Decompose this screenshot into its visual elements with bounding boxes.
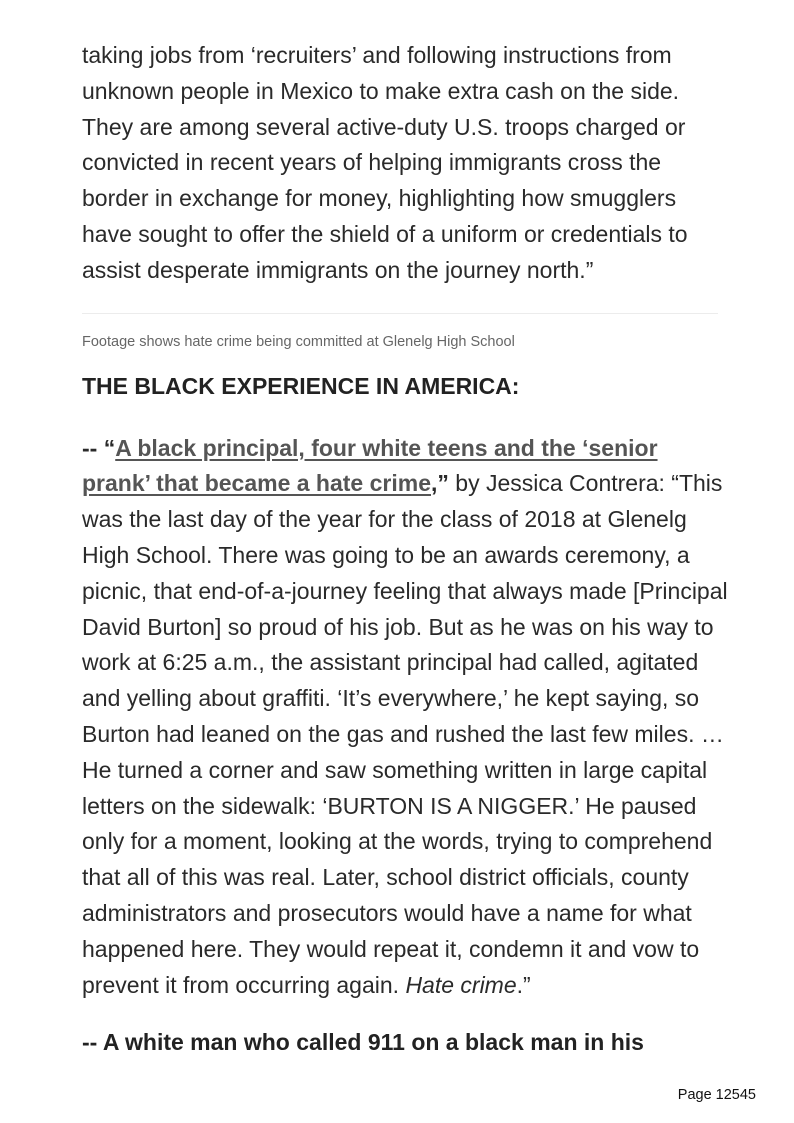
item-link-suffix: ,” [431,470,449,497]
article-excerpt: “This was the last day of the year for the class of 2018 at Glenelg High School. There was going to be an awards ceremony, a picnic, that end-of-a-journey feeling that always made [Principal David Burton] so proud of his job. But as he was on his way to work at 6:25 a.m., the assistant principal had called, agitated and yelling about graffiti. ‘It’s everywhere,’ he kept saying, so Burton had leaned on the gas and rushed the last few miles. … He turned a corner and saw something written in large capital letters on the sidewalk: ‘BURTON IS A NIGGER.’ He paused only for a moment, looking at the words, trying to comprehend that all of this was real. Later, school district officials, county administrators and prosecutors would have a name for what happened here. They would repeat it, condemn it and vow to prevent it from occurring again. [82,470,728,998]
section-heading: THE BLACK EXPERIENCE IN AMERICA: [82,372,520,399]
item-prefix: -- “ [82,434,116,461]
video-caption: Footage shows hate crime being committed at Glenelg High School [82,333,515,350]
article-item [82,431,732,1004]
article-byline: by Jessica Contrera: [448,470,665,497]
next-item-heading: -- A white man who called 911 on a black man in his [82,1029,644,1056]
page-number: Page 12545 [672,1085,756,1103]
divider [82,313,718,314]
article-link[interactable]: A black principal, four white teens and the ‘senior prank’ that became a hate crime [82,434,658,497]
article-excerpt-close: .” [516,971,531,998]
article-excerpt-italic: Hate crime [405,971,517,998]
document-body [82,38,732,1061]
intro-paragraph: taking jobs from ‘recruiters’ and following instructions from unknown people in Mexico to make extra cash on the side. They are among several active-duty U.S. troops charged or convicted in recent years of helping immigrants cross the border in exchange for money, highlighting how smugglers have sought to offer the shield of a uniform or credentials to assist desperate immigrants on the journey north.” [82,42,688,283]
